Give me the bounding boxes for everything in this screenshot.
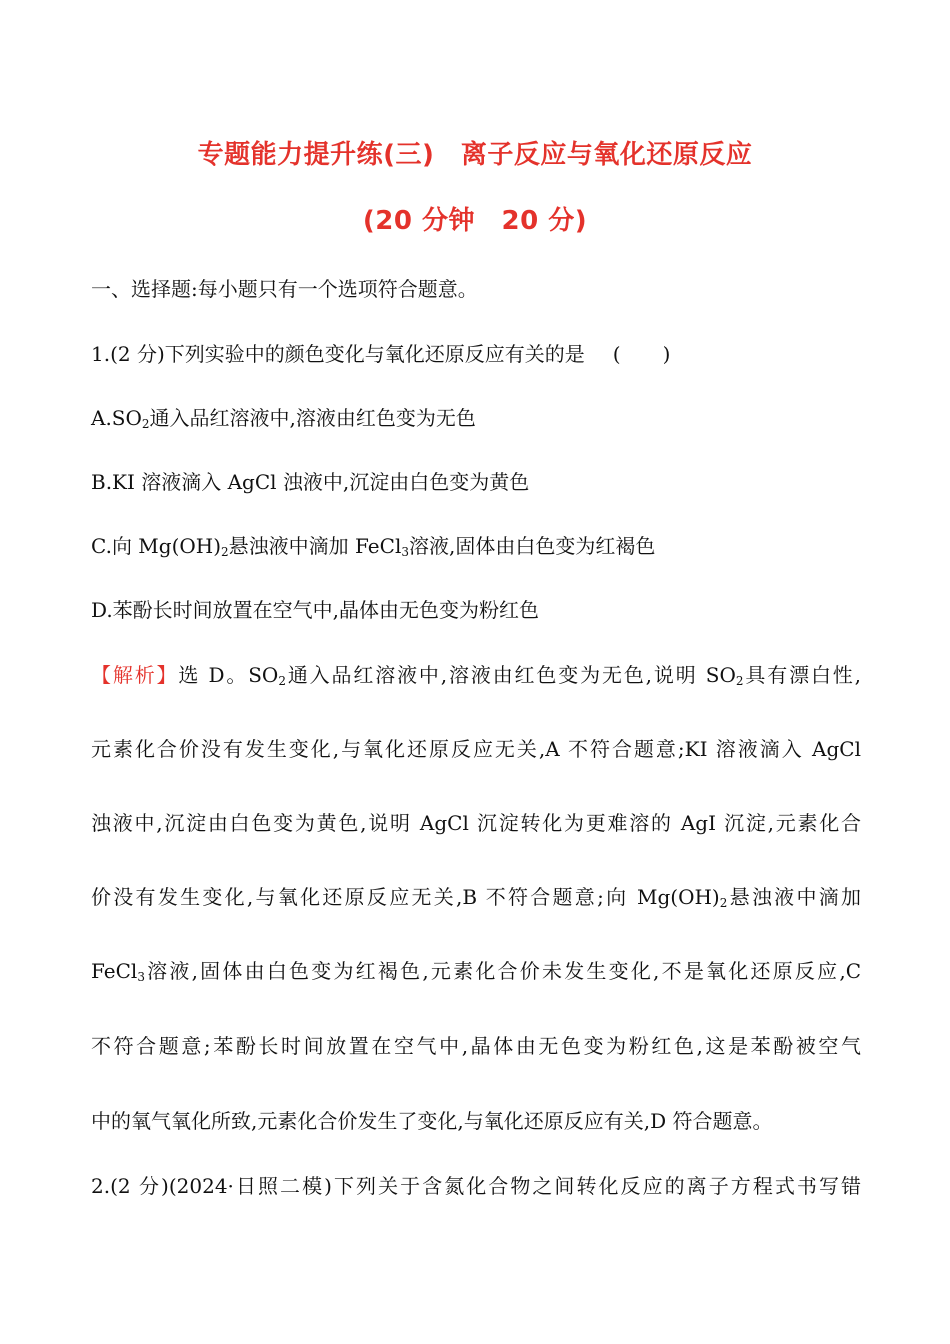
page-title: 专题能力提升练(三) 离子反应与氧化还原反应: [197, 140, 753, 170]
analysis-line-7: 中的氧气氧化所致,元素化合价发生了变化,与氧化还原反应有关,D 符合题意。: [91, 1109, 773, 1133]
analysis-line-5: FeCl3溶液,固体由白色变为红褐色,元素化合价未发生变化,不是氧化还原反应,C: [91, 959, 861, 984]
option-b: B.KI 溶液滴入 AgCl 浊液中,沉淀由白色变为黄色: [91, 470, 530, 494]
analysis-line-1: 【解析】选 D。SO2通入品红溶液中,溶液由红色变为无色,说明 SO2具有漂白性,: [91, 663, 861, 688]
option-a: A.SO2通入品红溶液中,溶液由红色变为无色: [91, 406, 476, 431]
analysis-line-3: 浊液中,沉淀由白色变为黄色,说明 AgCl 沉淀转化为更难溶的 AgI 沉淀,元素化合: [91, 811, 861, 835]
question-1-stem: [91, 339, 861, 369]
answer-bracket: ( ): [612, 342, 671, 366]
section-heading: 一、选择题:每小题只有一个选项符合题意。: [91, 277, 478, 301]
analysis-line-2: 元素化合价没有发生变化,与氧化还原反应无关,A 不符合题意;KI 溶液滴入 AgCl: [91, 737, 861, 761]
analysis-line-4: 价没有发生变化,与氧化还原反应无关,B 不符合题意;向 Mg(OH)2悬浊液中滴加: [91, 885, 861, 910]
analysis-tag: 【解析】: [91, 663, 179, 687]
option-d: D.苯酚长时间放置在空气中,晶体由无色变为粉红色: [91, 598, 540, 622]
option-c: C.向 Mg(OH)2悬浊液中滴加 FeCl3溶液,固体由白色变为红褐色: [91, 534, 656, 559]
question-2-stem: 2.(2 分)(2024·日照二模)下列关于含氮化合物之间转化反应的离子方程式书写错: [91, 1174, 861, 1198]
analysis-line-6: 不符合题意;苯酚长时间放置在空气中,晶体由无色变为粉红色,这是苯酚被空气: [91, 1034, 861, 1058]
page-subtitle: (20 分钟 20 分): [362, 206, 588, 236]
question-1-text: 1.(2 分)下列实验中的颜色变化与氧化还原反应有关的是: [91, 342, 585, 366]
